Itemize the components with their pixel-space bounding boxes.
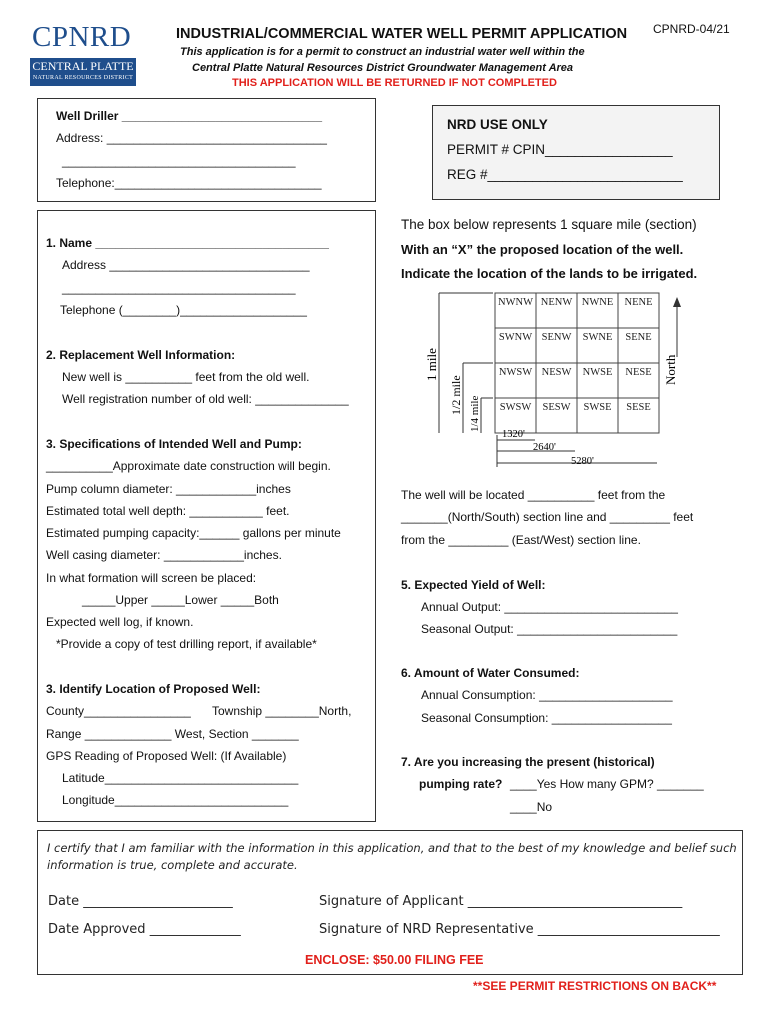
grid-label-sene: SENE bbox=[625, 332, 652, 343]
casing-diameter-field[interactable]: Well casing diameter: ____________inches. bbox=[46, 548, 282, 562]
latitude-field[interactable]: Latitude_____________________________ bbox=[62, 771, 299, 785]
map-intro-3: Indicate the location of the lands to be irrigated. bbox=[401, 266, 698, 281]
well-log-label: Expected well log, if known. bbox=[46, 615, 194, 629]
section-7-title: 7. Are you increasing the present (historical) bbox=[401, 755, 655, 769]
restrictions-footer: **SEE PERMIT RESTRICTIONS ON BACK** bbox=[473, 979, 717, 993]
township-field[interactable]: Township ________North, bbox=[212, 704, 352, 718]
section-6-title: 6. Amount of Water Consumed: bbox=[401, 666, 580, 680]
construction-date-field[interactable]: __________Approximate date construction will begin. bbox=[46, 459, 331, 473]
form-code: CPNRD-04/21 bbox=[653, 22, 730, 36]
grid-label-swne: SWNE bbox=[582, 332, 613, 343]
located-line-2[interactable]: _______(North/South) section line and _________ feet bbox=[401, 510, 694, 524]
north-arrow-icon bbox=[673, 297, 681, 307]
logo-banner bbox=[30, 58, 136, 86]
page-title: INDUSTRIAL/COMMERCIAL WATER WELL PERMIT APPLICATION bbox=[176, 26, 628, 42]
grid-label-swnw: SWNW bbox=[498, 332, 533, 343]
grid-label-swse: SWSE bbox=[583, 402, 612, 413]
applicant-address-line2[interactable]: ___________________________________ bbox=[62, 281, 296, 295]
cpnrd-logo bbox=[30, 22, 136, 88]
old-well-registration-field[interactable]: Well registration number of old well: ______________ bbox=[62, 392, 349, 406]
grid-label-nenw: NENW bbox=[540, 297, 573, 308]
dim-2640-label: 2640' bbox=[533, 442, 556, 453]
seasonal-output-field[interactable]: Seasonal Output: ________________________ bbox=[421, 622, 678, 636]
formation-options[interactable]: _____Upper _____Lower _____Both bbox=[82, 593, 279, 607]
driller-address-line2[interactable]: ___________________________________ bbox=[62, 154, 296, 168]
pumping-rate-yes-field[interactable]: ____Yes How many GPM? _______ bbox=[510, 777, 704, 791]
section-map-diagram[interactable] bbox=[405, 285, 695, 475]
section-3-title: 3. Specifications of Intended Well and Pump: bbox=[46, 437, 302, 451]
logo-wordmark: CPNRD bbox=[32, 21, 132, 53]
logo-subtitle: CENTRAL PLATTE bbox=[32, 59, 134, 73]
well-depth-field[interactable]: Estimated total well depth: ___________ feet. bbox=[46, 504, 290, 518]
grid-label-senw: SENW bbox=[541, 332, 572, 343]
test-drilling-note: *Provide a copy of test drilling report, if available* bbox=[56, 637, 317, 651]
half-mile-label: 1/2 mile bbox=[449, 375, 463, 415]
section-5-title: 5. Expected Yield of Well: bbox=[401, 578, 546, 592]
signature-nrd-field[interactable]: Signature of NRD Representative ____________________________ bbox=[319, 922, 720, 937]
subtitle-line-1: This application is for a permit to construct an industrial water well within the bbox=[180, 46, 585, 58]
pump-column-field[interactable]: Pump column diameter: ____________inches bbox=[46, 482, 291, 496]
grid-label-sese: SESE bbox=[626, 402, 651, 413]
nrd-use-only-title: NRD USE ONLY bbox=[447, 117, 548, 132]
pumping-capacity-field[interactable]: Estimated pumping capacity:______ gallons per minute bbox=[46, 526, 341, 540]
map-intro-2: With an “X” the proposed location of the well. bbox=[401, 242, 684, 257]
pumping-rate-label: pumping rate? bbox=[419, 777, 503, 791]
grid-label-nwsw: NWSW bbox=[498, 367, 533, 378]
driller-telephone-field[interactable]: Telephone:_______________________________ bbox=[56, 176, 322, 190]
range-section-field[interactable]: Range _____________ West, Section _______ bbox=[46, 727, 299, 741]
grid-label-nwne: NWNE bbox=[581, 297, 614, 308]
grid-label-nwse: NWSE bbox=[582, 367, 613, 378]
located-line-3[interactable]: from the _________ (East/West) section line. bbox=[401, 533, 641, 547]
applicant-telephone-field[interactable]: Telephone (________)___________________ bbox=[60, 303, 307, 317]
annual-consumption-field[interactable]: Annual Consumption: ____________________ bbox=[421, 688, 673, 702]
certification-text-2: information is true, complete and accurate. bbox=[47, 858, 298, 872]
date-field[interactable]: Date _______________________ bbox=[48, 894, 233, 909]
one-mile-label: 1 mile bbox=[424, 348, 439, 381]
driller-address-field[interactable]: Address: _________________________________ bbox=[56, 131, 327, 145]
logo-tagline: NATURAL RESOURCES DISTRICT bbox=[32, 75, 134, 81]
dim-5280-label: 5280' bbox=[571, 456, 594, 467]
annual-output-field[interactable]: Annual Output: __________________________ bbox=[421, 600, 678, 614]
signature-applicant-field[interactable]: Signature of Applicant _________________________________ bbox=[319, 894, 683, 909]
reg-number-field[interactable]: REG #__________________________ bbox=[447, 167, 683, 182]
dim-1320-label: 1320' bbox=[502, 429, 525, 440]
county-field[interactable]: County________________ bbox=[46, 704, 191, 718]
seasonal-consumption-field[interactable]: Seasonal Consumption: __________________ bbox=[421, 711, 672, 725]
section-2-title: 2. Replacement Well Information: bbox=[46, 348, 236, 362]
date-approved-field[interactable]: Date Approved ______________ bbox=[48, 922, 241, 937]
certification-text-1: I certify that I am familiar with the information in this application, and that to the best of my knowledge and belief such bbox=[47, 841, 737, 855]
grid-label-nwnw: NWNW bbox=[498, 297, 533, 308]
grid-label-nesw: NESW bbox=[541, 367, 572, 378]
warning-text: THIS APPLICATION WILL BE RETURNED IF NOT COMPLETED bbox=[232, 77, 557, 89]
map-intro-1: The box below represents 1 square mile (section) bbox=[401, 217, 697, 232]
grid-label-swsw: SWSW bbox=[499, 402, 532, 413]
filing-fee-text: ENCLOSE: $50.00 FILING FEE bbox=[305, 953, 484, 967]
north-label: North bbox=[663, 354, 678, 385]
grid-label-sesw: SESW bbox=[542, 402, 571, 413]
located-line-1[interactable]: The well will be located __________ feet from the bbox=[401, 488, 666, 502]
grid-label-nene: NENE bbox=[624, 297, 653, 308]
old-well-distance-field[interactable]: New well is __________ feet from the old well. bbox=[62, 370, 310, 384]
gps-label: GPS Reading of Proposed Well: (If Available) bbox=[46, 749, 287, 763]
formation-question: In what formation will screen be placed: bbox=[46, 571, 257, 585]
well-driller-field[interactable]: Well Driller ______________________________ bbox=[56, 109, 323, 123]
longitude-field[interactable]: Longitude__________________________ bbox=[62, 793, 289, 807]
subtitle-line-2: Central Platte Natural Resources District Groundwater Management Area bbox=[192, 62, 574, 74]
location-section-title: 3. Identify Location of Proposed Well: bbox=[46, 682, 261, 696]
grid-label-nese: NESE bbox=[625, 367, 652, 378]
permit-number-field[interactable]: PERMIT # CPIN_________________ bbox=[447, 142, 673, 157]
applicant-name-field[interactable]: 1. Name ___________________________________ bbox=[46, 236, 329, 250]
applicant-address-field[interactable]: Address ______________________________ bbox=[62, 258, 310, 272]
quarter-mile-label: 1/4 mile bbox=[469, 395, 481, 432]
pumping-rate-no-field[interactable]: ____No bbox=[510, 800, 553, 814]
